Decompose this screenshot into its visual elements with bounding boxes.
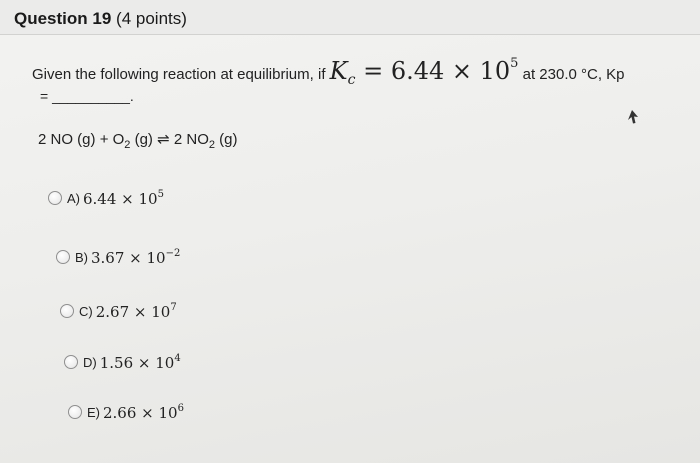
chemical-reaction: [38, 130, 238, 151]
kc-symbol: K: [329, 57, 348, 84]
option-value: $3.67 \times 10^{-2}$: [91, 247, 181, 267]
option-letter: D): [83, 354, 97, 370]
option-value: $6.44 \times 10^5$: [83, 188, 164, 208]
kc-expression: [330, 57, 519, 84]
mouse-pointer-icon: [626, 110, 638, 124]
option-a[interactable]: [48, 186, 164, 210]
question-title: [14, 9, 187, 29]
question-prompt: [32, 56, 700, 84]
kc-subscript: c: [347, 72, 356, 84]
option-value: $2.67 \times 10^7$: [95, 301, 177, 321]
option-letter: A): [67, 190, 80, 206]
question-header: [0, 0, 700, 35]
radio-button[interactable]: [48, 191, 62, 205]
option-e[interactable]: [68, 400, 184, 424]
option-d[interactable]: [64, 350, 181, 374]
option-letter: E): [87, 404, 100, 420]
reactant-o2: $O_2$ (g): [112, 131, 153, 151]
radio-button[interactable]: [56, 250, 70, 264]
radio-button[interactable]: [64, 355, 78, 369]
reaction-plus: +: [99, 131, 109, 148]
option-value: $1.56 \times 10^4$: [99, 352, 181, 372]
answer-blank: = __________.: [40, 88, 134, 104]
kc-exponent: 5: [510, 56, 519, 71]
option-letter: B): [75, 249, 88, 265]
prompt-text-after: at 230.0 °C, Kp: [522, 66, 625, 83]
prompt-text-before: Given the following reaction at equilibrium, if: [32, 66, 326, 83]
kc-value: 6.44 × 10: [390, 57, 511, 84]
question-points: (4 points): [116, 9, 187, 28]
radio-button[interactable]: [60, 304, 74, 318]
option-c[interactable]: [60, 299, 177, 323]
option-value: $2.66 \times 10^6$: [103, 402, 184, 422]
equilibrium-arrow: ⇌: [157, 131, 170, 148]
kc-equals: =: [363, 57, 384, 84]
option-b[interactable]: [56, 245, 180, 269]
option-letter: C): [79, 303, 93, 319]
product-no2: 2 $NO_2$ (g): [173, 131, 238, 151]
reactant-no: 2 NO (g): [38, 131, 96, 148]
question-number: Question 19: [14, 9, 112, 28]
radio-button[interactable]: [68, 405, 82, 419]
